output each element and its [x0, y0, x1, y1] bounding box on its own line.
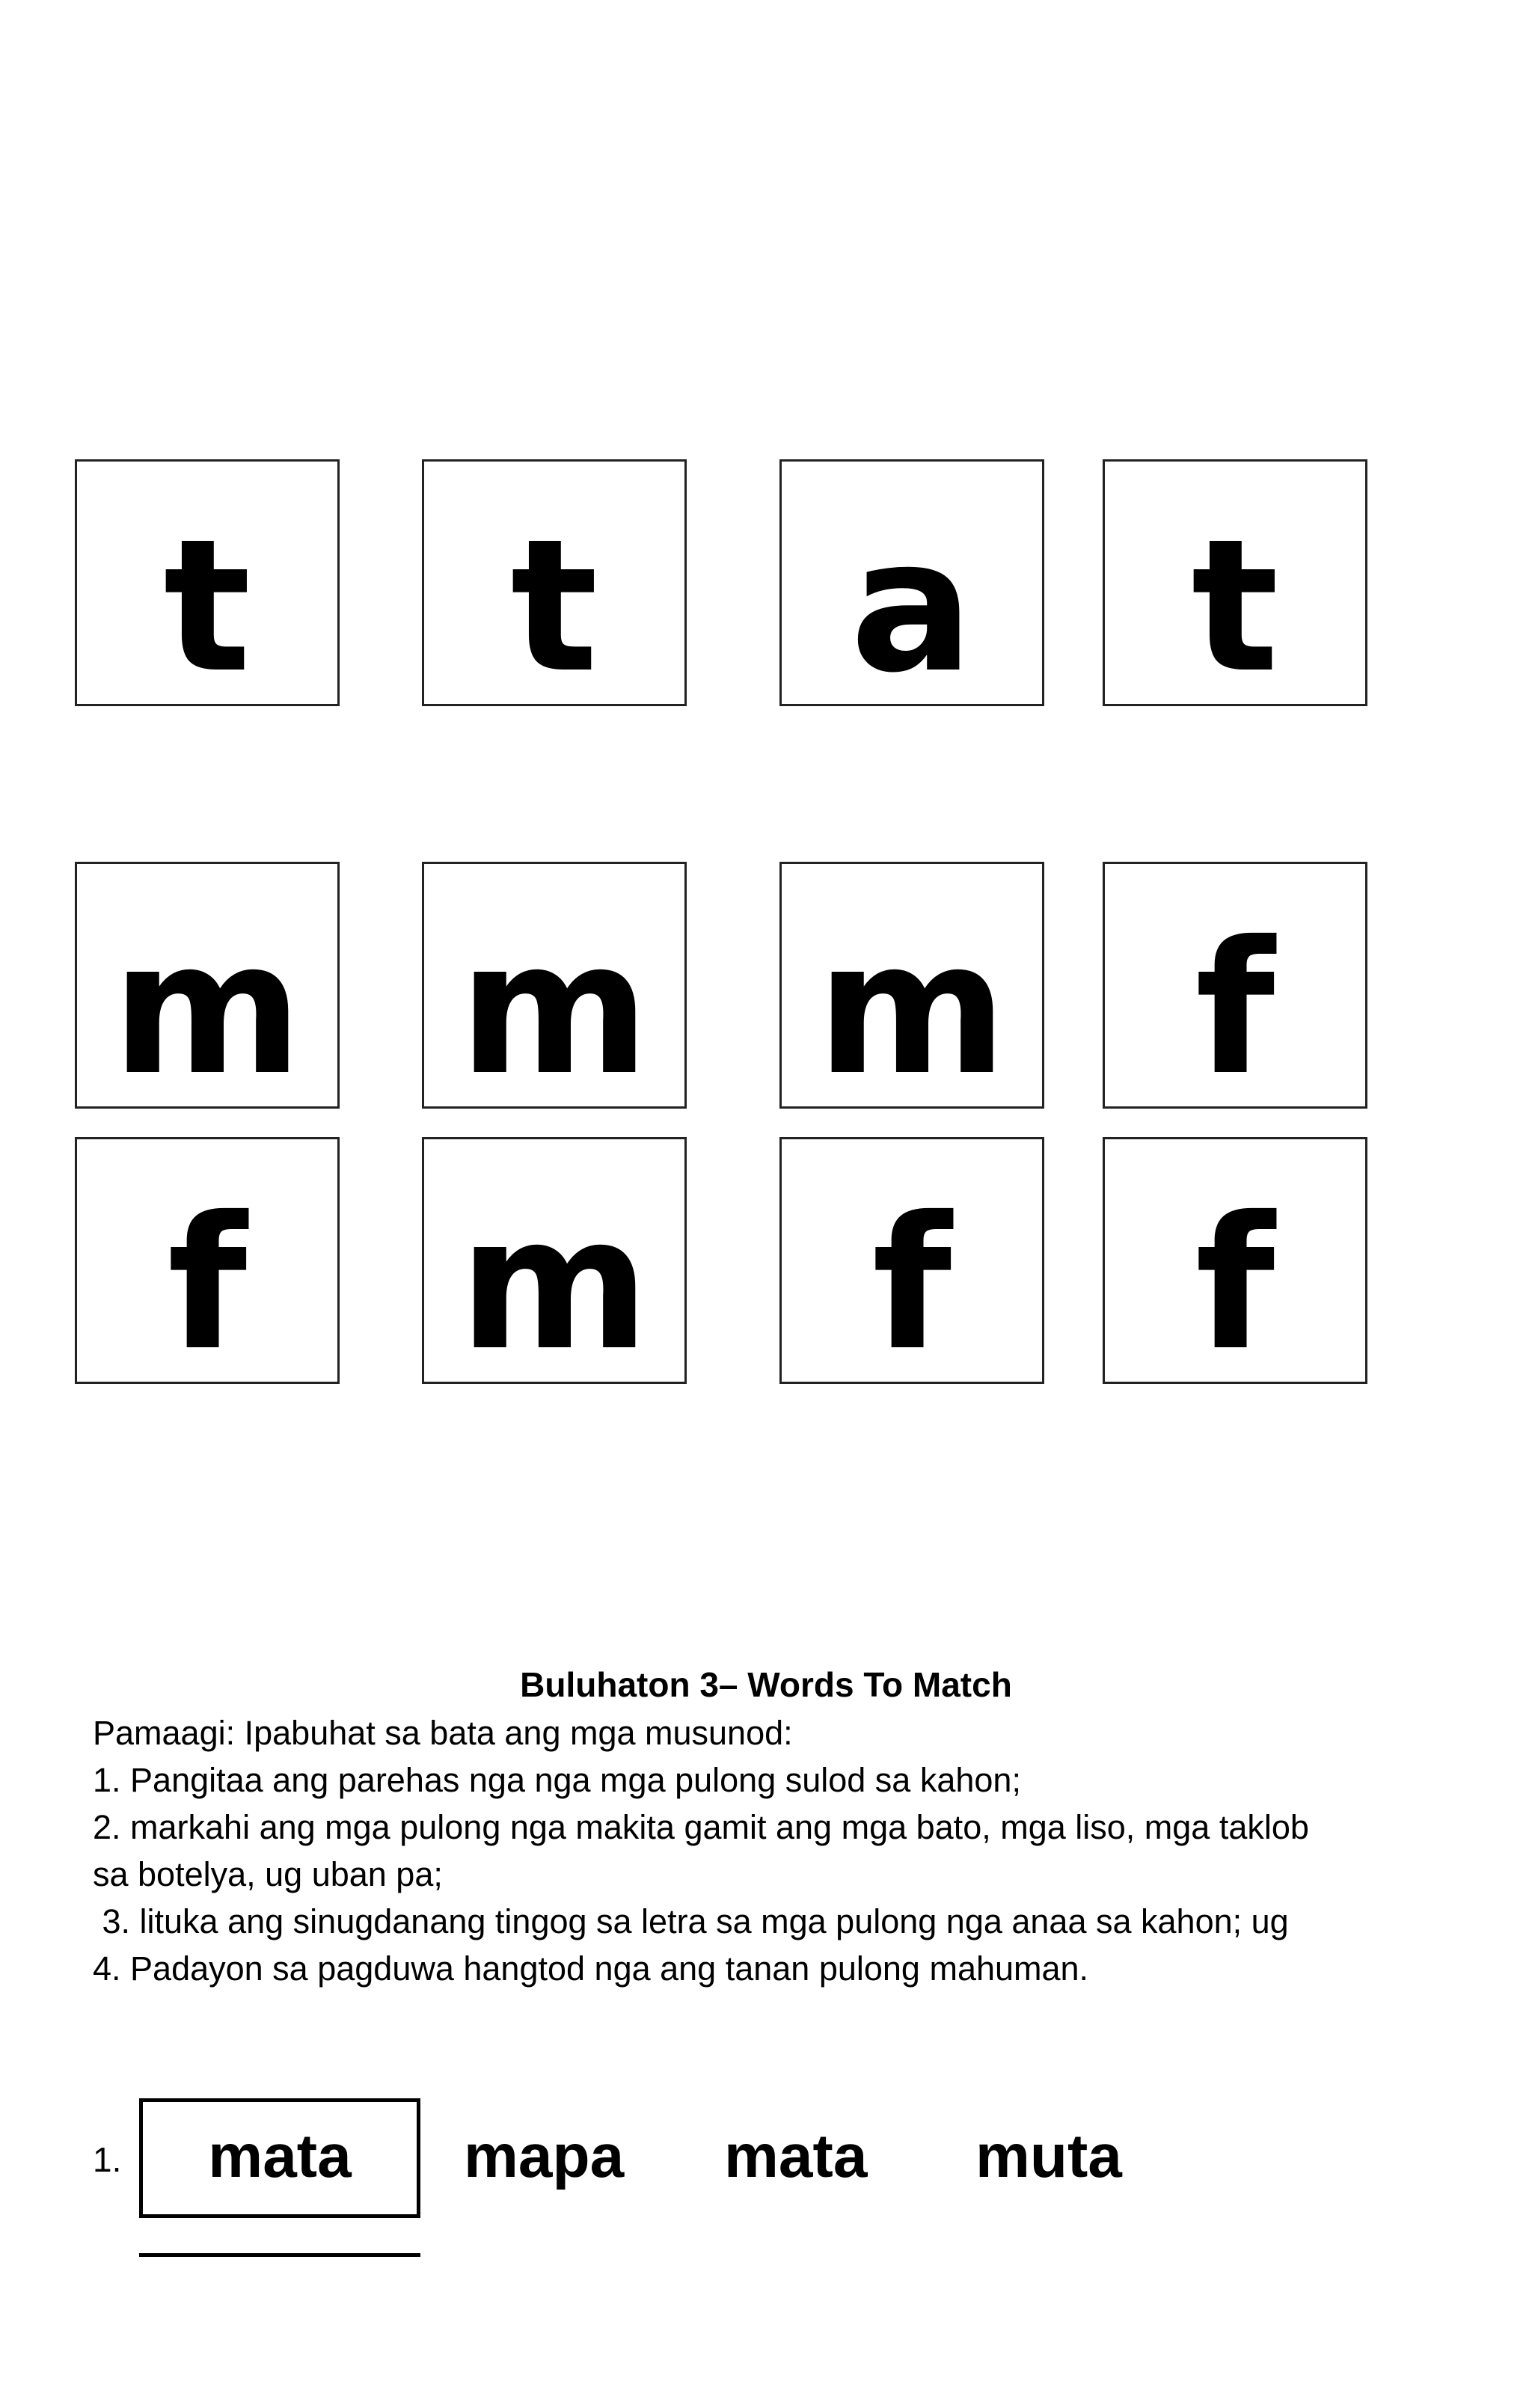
- instruction-line: Pamaagi: Ipabuhat sa bata ang mga musunod:: [93, 1714, 793, 1752]
- card-letter: f: [167, 1177, 248, 1391]
- card-letter: f: [871, 1177, 952, 1391]
- letter-card: [779, 459, 1044, 713]
- instruction-line: 1. Pangitaa ang parehas nga nga mga pulong sulod sa kahon;: [93, 1761, 1021, 1799]
- letter-card: [1103, 862, 1367, 1115]
- instruction-line: sa botelya, ug uban pa;: [93, 1855, 443, 1893]
- card-letter: m: [459, 1177, 650, 1391]
- card-letter: t: [510, 500, 598, 713]
- letter-card: [779, 862, 1044, 1115]
- letter-card: [422, 459, 687, 713]
- answer-line[interactable]: [139, 2253, 420, 2257]
- letter-card: [1103, 459, 1367, 713]
- letter-card: [779, 1137, 1044, 1391]
- card-letter: f: [1195, 902, 1275, 1115]
- card-letter: m: [459, 902, 650, 1115]
- instruction-line: 2. markahi ang mga pulong nga makita gamit ang mga bato, mga liso, mga taklob: [93, 1808, 1309, 1846]
- letter-card: [75, 459, 340, 713]
- card-letter: t: [163, 500, 251, 713]
- card-letter: a: [850, 500, 974, 713]
- letter-card: [1103, 1137, 1367, 1391]
- instruction-line: 3. lituka ang sinugdanang tingog sa letra sa mga pulong nga anaa sa kahon; ug: [93, 1902, 1289, 1940]
- card-letter: f: [1195, 1177, 1275, 1391]
- choice-word[interactable]: mapa: [464, 2122, 625, 2190]
- choice-word[interactable]: muta: [975, 2122, 1122, 2190]
- letter-card: [75, 862, 340, 1115]
- letter-card: [422, 862, 687, 1115]
- choice-word[interactable]: mata: [724, 2122, 868, 2190]
- card-letter: m: [816, 902, 1008, 1115]
- letter-card: [75, 1137, 340, 1391]
- exercise-number: 1.: [93, 2140, 122, 2179]
- activity-title: Buluhaton 3– Words To Match: [520, 1665, 1012, 1704]
- card-letter: m: [111, 902, 303, 1115]
- instruction-line: 4. Padayon sa pagduwa hangtod nga ang tanan pulong mahuman.: [93, 1949, 1089, 1988]
- letter-card: [422, 1137, 687, 1391]
- target-word: mata: [208, 2122, 352, 2190]
- card-letter: t: [1191, 500, 1279, 713]
